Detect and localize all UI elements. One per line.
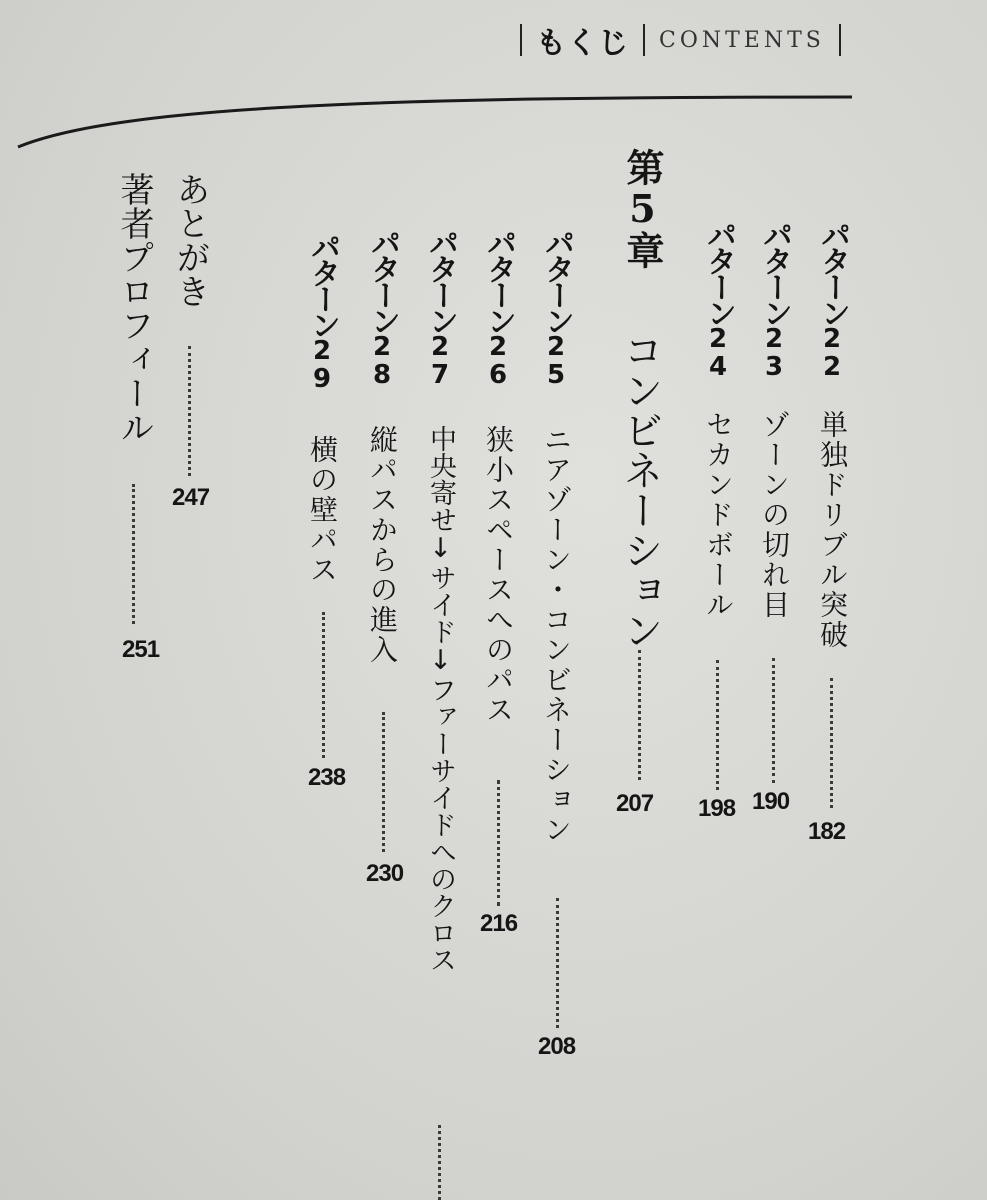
page-number: 251 [122, 636, 160, 663]
page-number: 182 [808, 818, 846, 845]
contents-subtitle: CONTENTS [659, 27, 825, 53]
leader-dots [772, 658, 775, 783]
header-divider [643, 24, 645, 56]
page-number: 207 [616, 790, 654, 817]
pattern-label: パターン [815, 220, 850, 324]
pattern-number: 24 [703, 324, 733, 380]
chapter-title: コンビネーション [617, 330, 663, 650]
entry-title: 著者プロフィール [114, 172, 154, 444]
page-number: 247 [172, 484, 210, 511]
pattern-label: パターン [539, 228, 574, 332]
pattern-label: パターン [305, 232, 340, 336]
chapter-label: 第5章 [620, 148, 665, 269]
pattern-number: 25 [541, 332, 571, 388]
leader-dots [322, 612, 325, 758]
pattern-label: パターン [757, 220, 792, 324]
pattern-number: 22 [817, 324, 847, 380]
leader-dots [638, 650, 641, 780]
leader-dots [497, 780, 500, 906]
pattern-label: パターン [365, 228, 400, 332]
leader-dots [382, 712, 385, 852]
pattern-label: パターン [423, 228, 458, 332]
entry-title: 単独ドリブル突破 [816, 410, 849, 650]
pattern-label: パターン [481, 228, 516, 332]
pattern-number: 26 [483, 332, 513, 388]
page-number: 216 [480, 910, 518, 937]
page-number: 230 [366, 860, 404, 887]
leader-dots [438, 1125, 441, 1200]
page-number: 238 [308, 764, 346, 791]
page-number: 190 [752, 788, 790, 815]
entry-title: あとがき [170, 172, 210, 308]
pattern-label: パターン [701, 220, 736, 324]
entry-title: ゾーンの切れ目 [758, 410, 791, 620]
leader-dots [132, 484, 135, 624]
entry-title: 狭小スペースへのパス [482, 425, 515, 725]
page-number: 208 [538, 1033, 576, 1060]
header-divider [520, 24, 522, 56]
pattern-number: 23 [759, 324, 789, 380]
header-rule [0, 85, 987, 165]
leader-dots [716, 660, 719, 790]
leader-dots [830, 678, 833, 808]
pattern-number: 29 [307, 336, 337, 392]
entry-title: 縦パスからの進入 [366, 425, 399, 665]
contents-title: もくじ [536, 26, 629, 61]
pattern-number: 27 [425, 332, 455, 388]
pattern-number: 28 [367, 332, 397, 388]
leader-dots [556, 898, 559, 1028]
entry-title: セカンドボール [702, 410, 735, 620]
leader-dots [188, 346, 191, 476]
page-number: 198 [698, 795, 736, 822]
contents-header [520, 18, 860, 62]
header-divider [839, 24, 841, 56]
entry-title: 中央寄せ↓サイド↓ファーサイドへのクロス [425, 425, 456, 973]
entry-title: 横の壁パス [306, 435, 339, 585]
entry-title: ニアゾーン・コンビネーション [540, 425, 573, 845]
